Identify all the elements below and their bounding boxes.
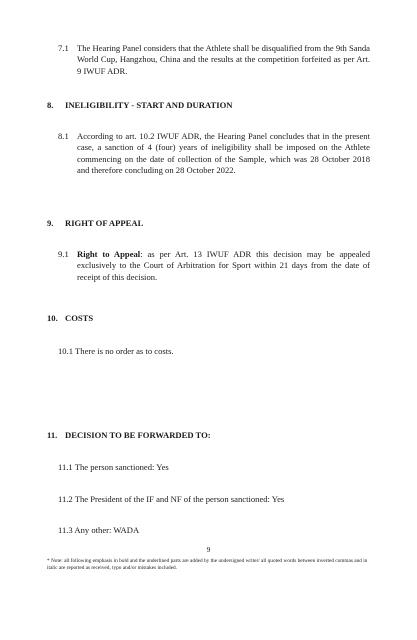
paragraph-8-1 [58, 131, 370, 177]
paragraph-text: According to art. 10.2 IWUF ADR, the Hearing Panel concludes that in the present case, a sanction of 4 (four) years of ineligibility shall be imposed on the Athlete commencing on the date of collection of the Sample, which was 28 October 2018 and therefore concluding on 28 October 2022. [77, 131, 370, 176]
section-heading-11 [47, 430, 211, 441]
paragraph-11-1: 11.1 The person sanctioned: Yes [58, 462, 169, 472]
paragraph-body: : as per Art. 13 IWUF ADR this decision may be appealed exclusively to the Court of Arbitration for Sport within 21 days from the date of receipt of this decision. [77, 249, 370, 282]
paragraph-11-3: 11.3 Any other: WADA [58, 525, 140, 535]
section-number: 9. [47, 218, 54, 228]
section-number: 10. [47, 313, 58, 323]
paragraph-number: 7.1 [58, 43, 69, 53]
section-title: INELIGIBILITY - START AND DURATION [65, 100, 233, 110]
section-title: RIGHT OF APPEAL [65, 218, 144, 228]
section-title: DECISION TO BE FORWARDED TO: [65, 430, 211, 440]
paragraph-7-1 [58, 43, 370, 77]
footnote: * Note: all following emphasis in bold and the underlined parts are added by the undersigned writer/ all quoted words between inverted commas and in italic are reported as received, typo and/or mistakes included. [47, 558, 368, 571]
paragraph-10-1: 10.1 There is no order as to costs. [58, 346, 174, 356]
paragraph-text: The Hearing Panel considers that the Athlete shall be disqualified from the 9th Sanda World Cup, Hangzhou, China and the results at the competition forfeited as per Art. 9 IWUF ADR. [77, 43, 370, 76]
section-number: 8. [47, 100, 54, 110]
section-heading-10 [47, 313, 93, 324]
bold-lead: Right to Appeal [77, 249, 141, 259]
paragraph-11-2: 11.2 The President of the IF and NF of the person sanctioned: Yes [58, 494, 285, 504]
section-title: COSTS [65, 313, 94, 323]
section-number: 11. [47, 430, 58, 440]
paragraph-text [77, 249, 370, 283]
paragraph-number: 9.1 [58, 249, 69, 259]
section-heading-9 [47, 218, 143, 229]
page-number: 9 [206, 545, 211, 554]
paragraph-9-1 [58, 249, 370, 283]
paragraph-number: 8.1 [58, 131, 69, 141]
section-heading-8 [47, 100, 232, 111]
